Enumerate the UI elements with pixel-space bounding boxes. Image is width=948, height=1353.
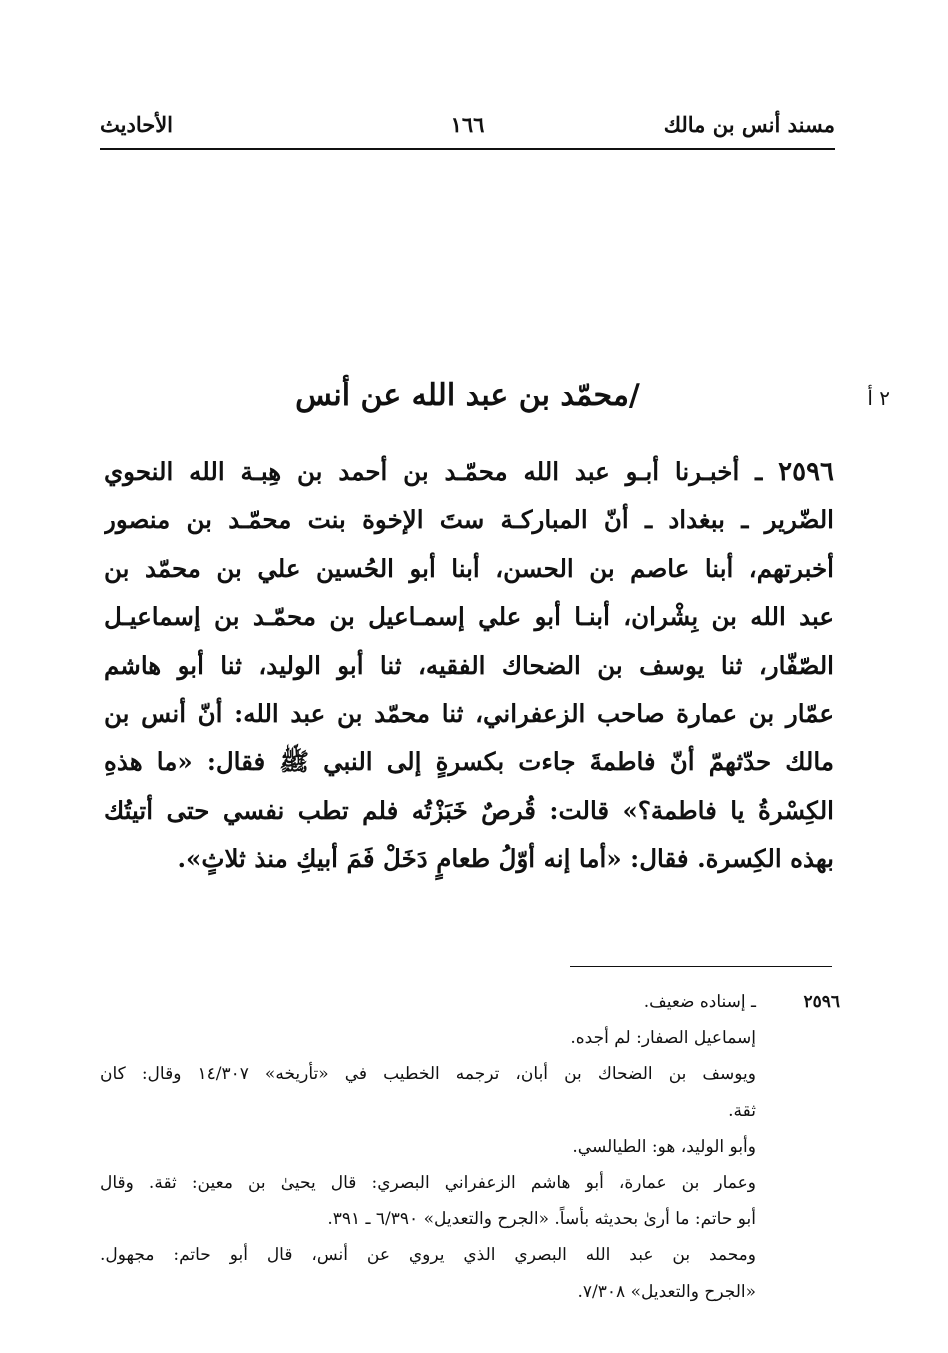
footnote-line-text: ـ إسناده ضعيف. xyxy=(643,992,756,1012)
hadith-line-text: ـ أخبـرنا أبـو عبد الله محمّـد بن أحمد بن هِبـة الله النحوي xyxy=(104,457,779,486)
page-number: ١٦٦ xyxy=(450,112,485,137)
footnote-number: ٢٥٩٦ xyxy=(803,992,840,1012)
hadith-line: بهذه الكِسرة. فقال: «أما إنه أوّلُ طعامٍ دَخَلْ فَمَ أبيكِ منذ ثلاثٍ». xyxy=(177,844,834,874)
footnote-divider xyxy=(570,966,832,967)
footnote-line: أبو حاتم: ما أرىٰ بحديثه بأساً. «الجرح والتعديل» ٦/٣٩٠ ـ ٣٩١. xyxy=(327,1209,756,1230)
footnote-line: وعمار بن عمارة، أبو هاشم الزعفراني البصري: قال يحيىٰ بن معين: ثقة. وقال xyxy=(100,1172,756,1193)
hadith-line: عبد الله بن بِشْران، أبنـا أبو علي إسمـاعيل بن محمّـد بن إسماعيـل xyxy=(104,602,834,632)
hadith-number: ٢٥٩٦ xyxy=(778,457,834,487)
footnote-line: وأبو الوليد، هو: الطيالسي. xyxy=(572,1136,756,1157)
running-header xyxy=(100,112,835,144)
header-section-name: الأحاديث xyxy=(100,112,174,137)
section-title: /محمّد بن عبد الله عن أنس xyxy=(295,378,640,413)
footnote-line: ومحمد بن عبد الله البصري الذي يروي عن أنس، قال أبو حاتم: مجهول. xyxy=(100,1245,756,1266)
hadith-line: الكِسْرةُ يا فاطمة؟» قالت: قُرصٌ خَبَزْتُه فلم تطب نفسي حتى أتيتُك xyxy=(104,795,834,825)
footnote-line: ثقة. xyxy=(728,1100,756,1121)
footnote-line: ويوسف بن الضحاك بن أبان، ترجمه الخطيب في «تأريخه» ١٤/٣٠٧ وقال: كان xyxy=(100,1064,756,1085)
header-book-title: مسند أنس بن مالك xyxy=(663,112,835,137)
footnote-line: «الجرح والتعديل» ٧/٣٠٨. xyxy=(577,1281,756,1302)
manuscript-folio-marker: ٢ أ xyxy=(867,386,890,410)
hadith-line: مالك حدّثهمّ أنّ فاطمةَ جاءت بكسرةٍ إلى النبي ﷺ فقال: «ما هذهِ xyxy=(104,747,834,777)
footnote-line: إسماعيل الصفار: لم أجده. xyxy=(570,1028,756,1049)
header-divider xyxy=(100,148,835,150)
hadith-line xyxy=(104,448,834,496)
hadith-line: الصّفّار، ثنا يوسف بن الضحاك الفقيه، ثنا أبو الوليد، ثنا أبو هاشم xyxy=(104,650,834,680)
footnote-line xyxy=(100,984,840,1020)
hadith-line: أخبرتهم، أبنا عاصم بن الحسن، أبنا أبو الحُسين علي بن محمّد بن xyxy=(104,553,834,583)
hadith-line: الضّرير ـ ببغداد ـ أنّ المباركـة ستَ الإخوة بنت محمّـد بن منصور xyxy=(104,505,834,535)
hadith-text xyxy=(104,448,834,884)
hadith-line: عمّار بن عمارة صاحب الزعفراني، ثنا محمّد بن عبد الله: أنّ أنس بن xyxy=(104,698,834,728)
footnotes xyxy=(100,984,840,1310)
